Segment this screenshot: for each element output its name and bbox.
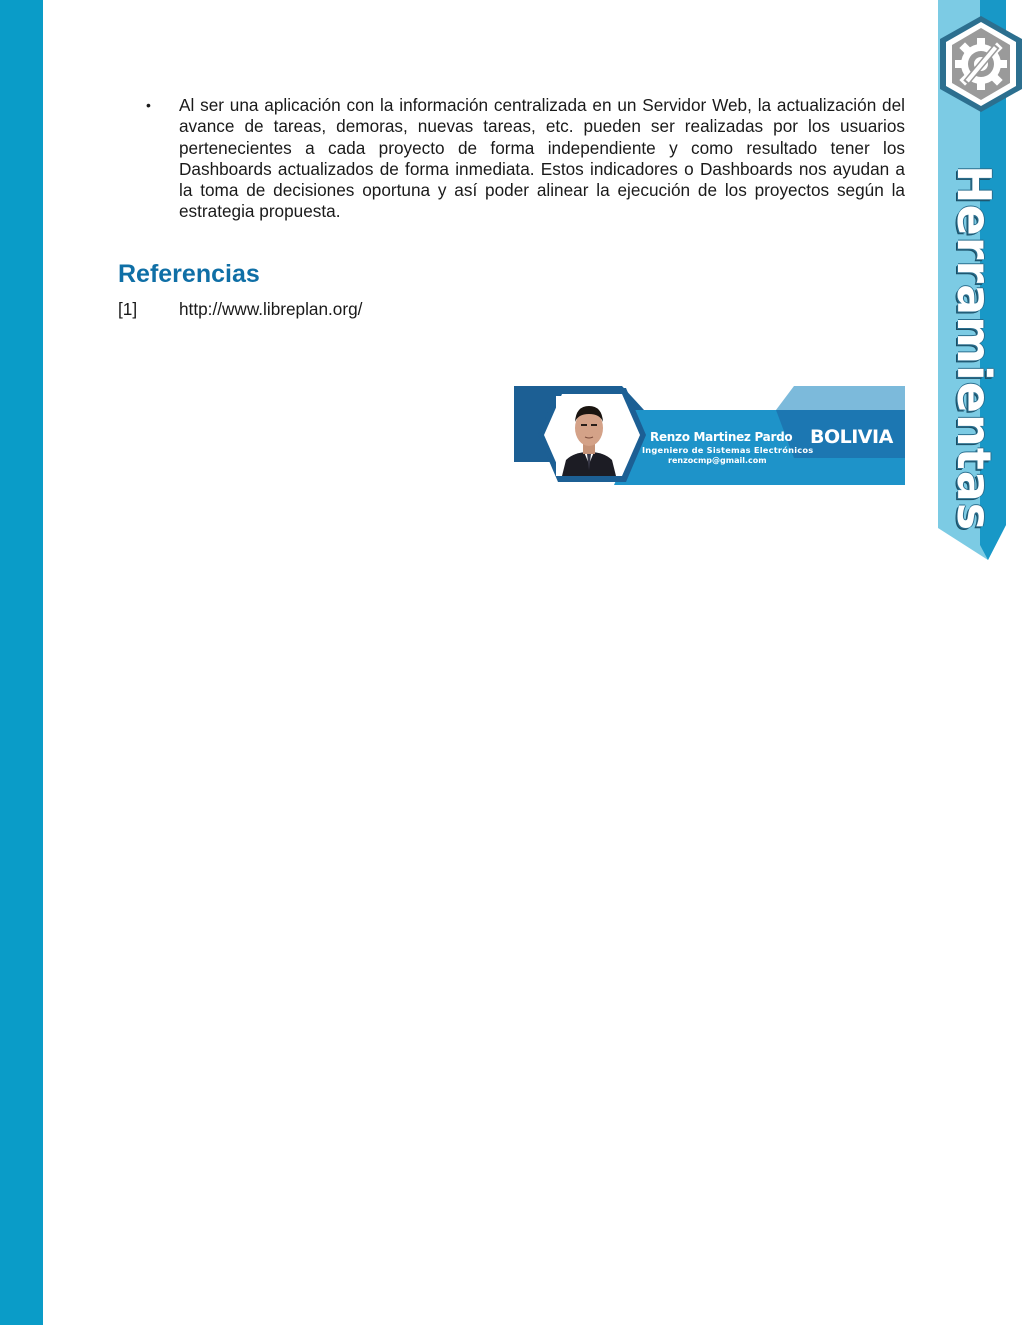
page-content [118,95,905,320]
country-label: BOLIVIA [810,426,893,448]
bullet-text: Al ser una aplicación con la información centralizada en un Servidor Web, la actualización del avance de tareas, demoras, nuevas tareas, etc. pueden ser realizadas por los usuarios pertenecientes a cada proyecto de forma independiente y como resultado tener los Dashboards actualizados de forma inmediata. Estos indicadores o Dashboards nos ayudan a la toma de decisiones oportuna y así poder alinear la ejecución de los proyectos según la estrategia propuesta. [179,95,905,222]
author-banner [514,386,905,485]
author-name: Renzo Martinez Pardo [650,430,793,444]
reference-item [118,299,905,320]
section-tab-label: Herramientas [947,165,1001,532]
left-accent-stripe [0,0,43,1325]
gear-wrench-icon [938,14,1024,114]
author-email[interactable]: renzocmp@gmail.com [668,456,767,465]
reference-link[interactable]: http://www.libreplan.org/ [179,298,363,319]
references-heading: Referencias [118,259,260,288]
reference-number: [1] [118,298,138,319]
author-photo [556,396,622,476]
author-role: Ingeniero de Sistemas Electrónicos [642,445,814,455]
bullet-item [118,95,905,223]
bullet-icon: • [146,97,151,113]
